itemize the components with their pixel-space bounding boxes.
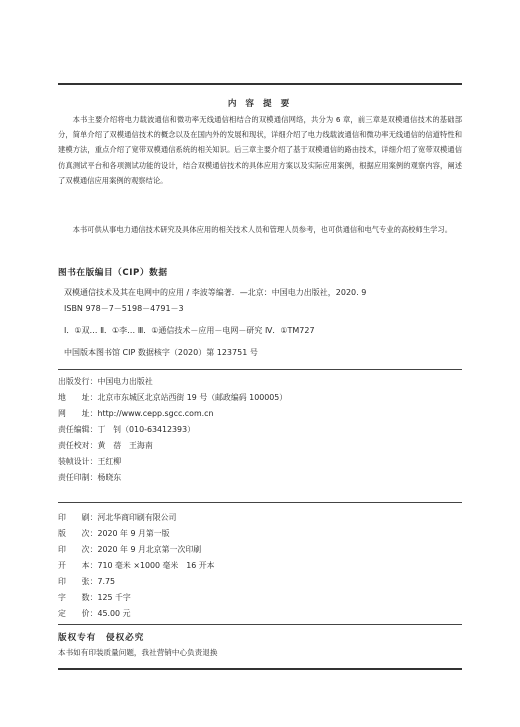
pub-publisher-value: 中国电力出版社 [97, 377, 153, 386]
cip-title: 图书在版编目（CIP）数据 [58, 268, 168, 278]
pub-address-value: 北京市东城区北京站西街 19 号（邮政编码 100005） [97, 393, 288, 402]
spec-word-count [58, 592, 131, 603]
pub-print-manager-value: 杨晓东 [97, 473, 122, 482]
rights-title: 版权专有 侵权必究 [58, 633, 145, 643]
spec-edition-label: 版 次： [58, 529, 98, 538]
spec-format-label: 开 本： [58, 561, 98, 570]
spec-printer-value: 河北华商印刷有限公司 [97, 513, 177, 522]
pub-website [58, 408, 214, 419]
spec-sheets [58, 576, 115, 587]
spec-printer [58, 512, 176, 523]
spec-edition-value: 2020 年 9 月第一版 [97, 529, 170, 538]
pub-divider [58, 502, 462, 503]
pub-designer-label: 装帧设计： [58, 457, 98, 466]
pub-publisher-label: 出版发行： [58, 377, 98, 386]
summary-paragraph-1: 本书主要介绍将电力载波通信和微功率无线通信相结合的双模通信网络，共分为 6 章，前三章是双模通信技术的基础部分，简单介绍了双模通信技术的概念以及在国内外的发展和现状，详细介绍了电力线载波通信和微功率无线通信的信道特性和建模方法，重点介绍了宽带双模通信系统的相关知识。后三章主要介绍了基于双模通信的路由技术，详细介绍了宽带双模通信仿真测试平台和各项测试功能的设计，结合双模通信技术的具体应用方案以及实际应用案例，根据应用案例的观察内容，阐述了双模通信应用案例的观察结论。 [58, 115, 462, 185]
cip-line-record-number: 中国版本图书馆 CIP 数据核字（2020）第 123751 号 [64, 348, 258, 357]
pub-editor [58, 424, 195, 435]
pub-website-label: 网 址： [58, 409, 98, 418]
pub-proofreader [58, 440, 153, 451]
spec-printing-value: 2020 年 9 月北京第一次印刷 [97, 545, 202, 554]
cip-divider [58, 369, 462, 370]
pub-address [58, 392, 287, 403]
cip-line-title: 双模通信技术及其在电网中的应用 / 李波等编著．—北京：中国电力出版社，2020. 9 [64, 288, 367, 297]
bottom-rule [58, 668, 462, 670]
rights-note: 本书如有印装质量问题，我社营销中心负责退换 [58, 648, 218, 657]
pub-proofreader-label: 责任校对： [58, 441, 98, 450]
cip-line-isbn: ISBN 978－7－5198－4791－3 [64, 304, 184, 313]
top-rule [58, 83, 462, 85]
spec-edition [58, 528, 170, 539]
pub-editor-label: 责任编辑： [58, 425, 98, 434]
pub-print-manager [58, 472, 121, 483]
spec-format-value: 710 毫米 ×1000 毫米 16 开本 [97, 561, 215, 570]
spec-printing-label: 印 次： [58, 545, 98, 554]
summary-title: 内 容 提 要 [227, 99, 293, 109]
pub-publisher [58, 376, 153, 387]
cip-line-classification: Ⅰ．①双… Ⅱ．①李… Ⅲ．①通信技术－应用－电网－研究 Ⅳ．①TM727 [64, 326, 315, 335]
spec-word-count-label: 字 数： [58, 593, 98, 602]
pub-proofreader-value: 黄 蓓 王海南 [97, 441, 153, 450]
spec-sheets-value: 7.75 [97, 577, 116, 586]
pub-address-label: 地 址： [58, 393, 98, 402]
spec-price-label: 定 价： [58, 609, 98, 618]
pub-print-manager-label: 责任印制： [58, 473, 98, 482]
spec-price-value: 45.00 元 [97, 609, 131, 618]
spec-word-count-value: 125 千字 [97, 593, 131, 602]
spec-sheets-label: 印 张： [58, 577, 98, 586]
spec-price [58, 608, 130, 619]
spec-printer-label: 印 刷： [58, 513, 98, 522]
pub-website-value[interactable]: http://www.cepp.sgcc.com.cn [97, 409, 214, 418]
specs-divider [58, 624, 462, 625]
summary-paragraph-2: 本书可供从事电力通信技术研究及具体应用的相关技术人员和管理人员参考，也可供通信和电气专业的高校师生学习。 [72, 225, 453, 234]
pub-editor-value: 丁 钊（010-63412393） [97, 425, 195, 434]
pub-designer [58, 456, 121, 467]
spec-printing [58, 544, 201, 555]
spec-format [58, 560, 215, 571]
pub-designer-value: 王红柳 [97, 457, 122, 466]
